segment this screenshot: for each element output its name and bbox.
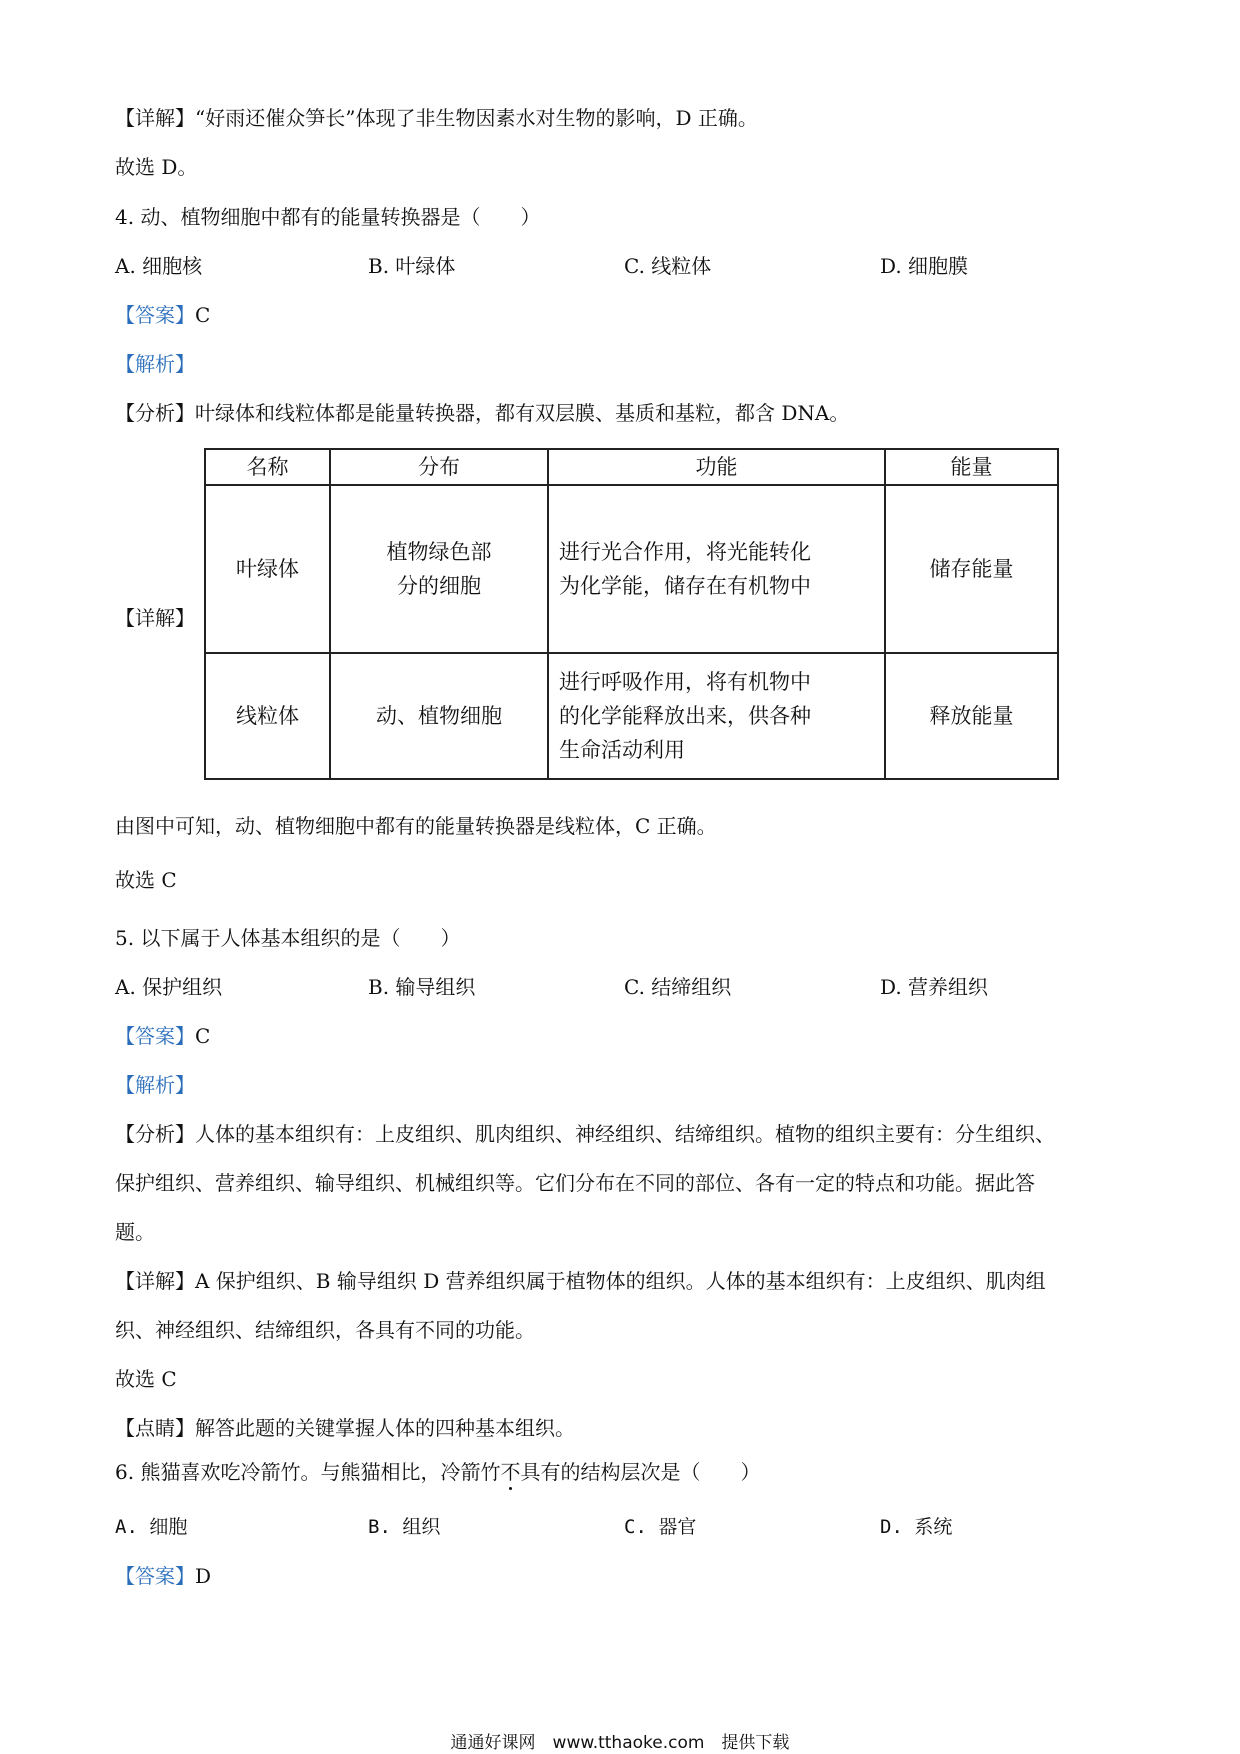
row-func xyxy=(548,653,885,779)
fenxi-text-1: 人体的基本组织有：上皮组织、肌肉组织、神经组织、结缔组织。植物的组织主要有：分生组织、 xyxy=(195,1122,1055,1146)
row-func-line-2: 的化学能释放出来，供各种 xyxy=(559,704,811,728)
detail-text-1: A 保护组织、B 输导组织 D 营养组织属于植物体的组织。人体的基本组织有：上皮组织、肌肉组 xyxy=(195,1269,1046,1293)
q6-answer xyxy=(115,1562,211,1590)
q5-option-a: A. 保护组织 xyxy=(115,975,223,999)
q4-stem: 4. 动、植物细胞中都有的能量转换器是（ ） xyxy=(115,205,541,229)
detail-tag: 【详解】 xyxy=(115,106,195,130)
q6-option-b: B. 组织 xyxy=(368,1516,441,1538)
q5-stem: 5. 以下属于人体基本组织的是（ ） xyxy=(115,926,461,950)
q5-option-c: C. 结缔组织 xyxy=(624,975,732,999)
q6-option-d: D. 系统 xyxy=(880,1516,953,1538)
organelle-table xyxy=(204,448,1059,780)
row-dist xyxy=(330,485,548,653)
q4-choose: 故选 C xyxy=(115,868,177,892)
row-energy: 储存能量 xyxy=(885,485,1058,653)
q6-stem xyxy=(115,1458,760,1486)
q5-option-b: B. 输导组织 xyxy=(368,975,476,999)
q5-option-d: D. 营养组织 xyxy=(880,975,989,999)
row-func-line-3: 生命活动利用 xyxy=(559,738,685,762)
row-name: 线粒体 xyxy=(205,653,330,779)
fenxi-text: 叶绿体和线粒体都是能量转换器，都有双层膜、基质和基粒，都含 DNA。 xyxy=(195,401,850,425)
row-energy: 释放能量 xyxy=(885,653,1058,779)
q3-detail xyxy=(115,104,758,132)
q4-option-a: A. 细胞核 xyxy=(115,254,203,278)
row-dist-line-1: 动、植物细胞 xyxy=(376,704,502,728)
q3-choose: 故选 D。 xyxy=(115,155,198,179)
q4-option-d: D. 细胞膜 xyxy=(880,254,969,278)
page-footer[interactable]: 通通好课网 www.tthaoke.com 提供下载 xyxy=(450,1733,790,1753)
q5-fenxi-3: 题。 xyxy=(115,1220,155,1244)
q6-stem-b: 具有的结构层次是（ ） xyxy=(520,1460,761,1484)
answer-value: D xyxy=(195,1564,212,1588)
q5-fenxi-2: 保护组织、营养组织、输导组织、机械组织等。它们分布在不同的部位、各有一定的特点和功能。据此答 xyxy=(115,1171,1035,1195)
q4-detail-tag: 【详解】 xyxy=(115,606,195,630)
q4-option-c: C. 线粒体 xyxy=(624,254,712,278)
q5-fenxi-1 xyxy=(115,1120,1055,1148)
q6-option-c: C. 器官 xyxy=(624,1516,697,1538)
table-row xyxy=(205,653,1058,779)
fenxi-tag: 【分析】 xyxy=(115,1122,195,1146)
detail-text: “好雨还催众笋长”体现了非生物因素水对生物的影响，D 正确。 xyxy=(195,106,758,130)
detail-tag: 【详解】 xyxy=(115,1269,195,1293)
q5-answer xyxy=(115,1022,210,1050)
q4-option-b: B. 叶绿体 xyxy=(368,254,456,278)
q6-emphasis: 不 xyxy=(500,1460,521,1484)
row-dist xyxy=(330,653,548,779)
dianjing-tag: 【点睛】 xyxy=(115,1416,195,1440)
table-header-energy: 能量 xyxy=(885,449,1058,485)
q6-stem-a: 6. 熊猫喜欢吃冷箭竹。与熊猫相比，冷箭竹 xyxy=(115,1460,501,1484)
answer-tag: 【答案】 xyxy=(115,1564,195,1588)
row-dist-line-2: 分的细胞 xyxy=(397,574,481,598)
q5-dianjing xyxy=(115,1414,575,1442)
row-func-line-1: 进行光合作用，将光能转化 xyxy=(559,540,811,564)
row-func-line-1: 进行呼吸作用，将有机物中 xyxy=(559,670,811,694)
q5-detail-1 xyxy=(115,1267,1046,1295)
answer-value: C xyxy=(195,303,211,327)
answer-value: C xyxy=(195,1024,211,1048)
table-header-dist: 分布 xyxy=(330,449,548,485)
q4-fenxi xyxy=(115,399,849,427)
q4-answer xyxy=(115,301,210,329)
q4-analysis-tag: 【解析】 xyxy=(115,352,195,376)
table-header-func: 功能 xyxy=(548,449,885,485)
row-dist-line-1: 植物绿色部 xyxy=(386,540,492,564)
dianjing-text: 解答此题的关键掌握人体的四种基本组织。 xyxy=(195,1416,575,1440)
row-func xyxy=(548,485,885,653)
row-name: 叶绿体 xyxy=(205,485,330,653)
answer-tag: 【答案】 xyxy=(115,1024,195,1048)
answer-tag: 【答案】 xyxy=(115,303,195,327)
table-row xyxy=(205,485,1058,653)
table-header-name: 名称 xyxy=(205,449,330,485)
q4-conclusion: 由图中可知，动、植物细胞中都有的能量转换器是线粒体，C 正确。 xyxy=(115,814,717,838)
q5-analysis-tag: 【解析】 xyxy=(115,1073,195,1097)
fenxi-tag: 【分析】 xyxy=(115,401,195,425)
q5-detail-2: 织、神经组织、结缔组织，各具有不同的功能。 xyxy=(115,1318,535,1342)
q5-choose: 故选 C xyxy=(115,1367,177,1391)
row-func-line-2: 为化学能，储存在有机物中 xyxy=(559,574,811,598)
q6-option-a: A. 细胞 xyxy=(115,1516,188,1538)
